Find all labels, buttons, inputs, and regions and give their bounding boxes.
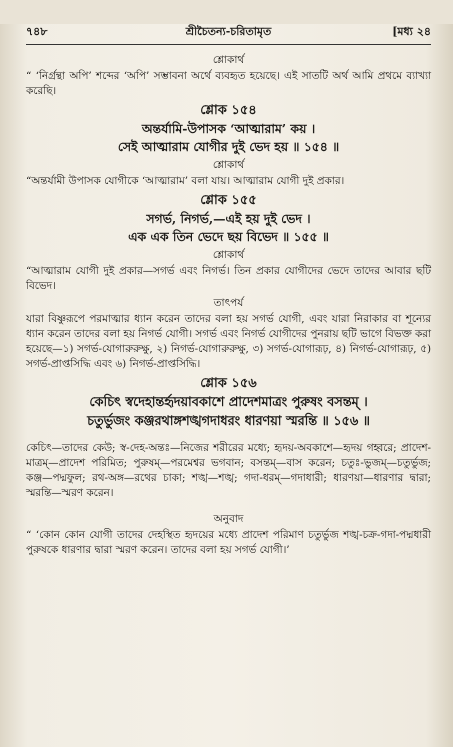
verse-heading: শ্লোক ১৫৫ — [200, 193, 257, 208]
section-label: তাৎপর্য — [213, 297, 244, 309]
header-rule — [26, 44, 431, 45]
translation-paragraph: “অন্তর্যামী উপাসক যোগীকে ‘আত্মারাম’ বলা যায়। আত্মারাম যোগী দুই প্রকার। — [26, 175, 345, 187]
sanskrit-verse-line: কেচিৎ স্বদেহান্তর্হৃদয়াবকাশে প্রাদেশমাত্রং পুরুষং বসন্তম্ । — [89, 395, 368, 410]
verse-line: সগর্ভ, নিগর্ভ,—এই হয় দুই ভেদ । — [146, 211, 311, 226]
section-label: শ্লোকার্থ — [212, 249, 245, 261]
book-page — [0, 24, 453, 747]
translation-paragraph: “ ‘কোন কোন যোগী তাদের দেহস্থিত হৃদয়ের মধ্যে প্রাদেশ পরিমাণ চতুর্ভুজ শঙ্খ-চক্র-গদা-পদ্মধারী পুরুষকে ধারণার দ্বারা স্মরণ করেন। তাদের বলা হয় সগর্ভ যোগী।’ — [26, 528, 431, 556]
verse-heading: শ্লোক ১৫৬ — [200, 376, 257, 391]
page-number: ৭৪৮ — [26, 25, 48, 38]
book-title: শ্রীচৈতন্য-চরিতামৃত — [185, 25, 272, 38]
section-label: শ্লোকার্থ — [212, 54, 245, 66]
section-marker: [মধ্য ২৪ — [392, 25, 431, 38]
verse-line: সেই আত্মারাম যোগীর দুই ভেদ হয় ॥ ১৫৪ ॥ — [117, 139, 340, 154]
synonyms-paragraph: কেচিৎ—তাদের কেউ; স্ব-দেহ-অন্তঃ—নিজের শরীরের মধ্যে; হৃদয়-অবকাশে—হৃদয় গহ্বরে; প্রাদেশ-মাত্রম্—প্রাদেশ পরিমিত; পুরুষম্—পরমেশ্বর ভগবান; বসন্তম্—বাস করেন; চতুঃ-ভুজম্—চতুর্ভুজ; কঞ্জ—পদ্মফুল; রথ-অঙ্গ—রথের চাকা; শঙ্খ—শঙ্খ; গদা-ধরম্—গদাধারী; ধারণয়া—ধারণার দ্বারা; স্মরন্তি—স্মরণ করেন। — [26, 442, 431, 500]
sanskrit-verse-line: চতুর্ভুজং কঞ্জরথাঙ্গশঙ্খগদাধরং ধারণয়া স্মরন্তি ॥ ১৫৬ ॥ — [87, 414, 370, 429]
translation-paragraph: “ ‘নির্গ্রন্থা অপি’ শব্দের ‘অপি’ সম্ভাবনা অর্থে ব্যবহৃত হয়েছে। এই সাতটি অর্থ আমি প্রথমে ব্যাখ্যা করেছি। — [26, 70, 431, 97]
section-label: অনুবাদ — [213, 512, 244, 525]
running-header — [26, 24, 431, 42]
purport-paragraph: যারা বিষ্ণুরূপে পরমাত্মার ধ্যান করেন তাদের বলা হয় সগর্ভ যোগী, এবং যারা নিরাকার বা শূন্যের ধ্যান করেন তাদের বলা হয় নিগর্ভ যোগী। সগর্ভ এবং নিগর্ভ যোগীদের পুনরায় ছটি ভাগে বিভক্ত করা হয়েছে—১) সগর্ভ-যোগারুরুক্ষু, ২) নিগর্ভ-যোগারুরুক্ষু, ৩) সগর্ভ-যোগারূঢ়, ৪) নিগর্ভ-যোগারূঢ়, ৫) সগর্ভ-প্রাপ্তসিদ্ধি এবং ৬) নিগর্ভ-প্রাপ্তসিদ্ধি। — [26, 313, 431, 370]
verse-heading: শ্লোক ১৫৪ — [200, 103, 257, 118]
section-label: শ্লোকার্থ — [212, 159, 245, 171]
verse-line: এক এক তিন ভেদে ছয় বিভেদ ॥ ১৫৫ ॥ — [128, 229, 329, 244]
translation-paragraph: “আত্মারাম যোগী দুই প্রকার—সগর্ভ এবং নিগর্ভ। তিন প্রকার যোগীদের ভেদে তাদের আবার ছটি বিভেদ। — [26, 265, 431, 292]
verse-line: অন্তর্যামি-উপাসক ‘আত্মারাম’ কয় । — [141, 121, 316, 136]
